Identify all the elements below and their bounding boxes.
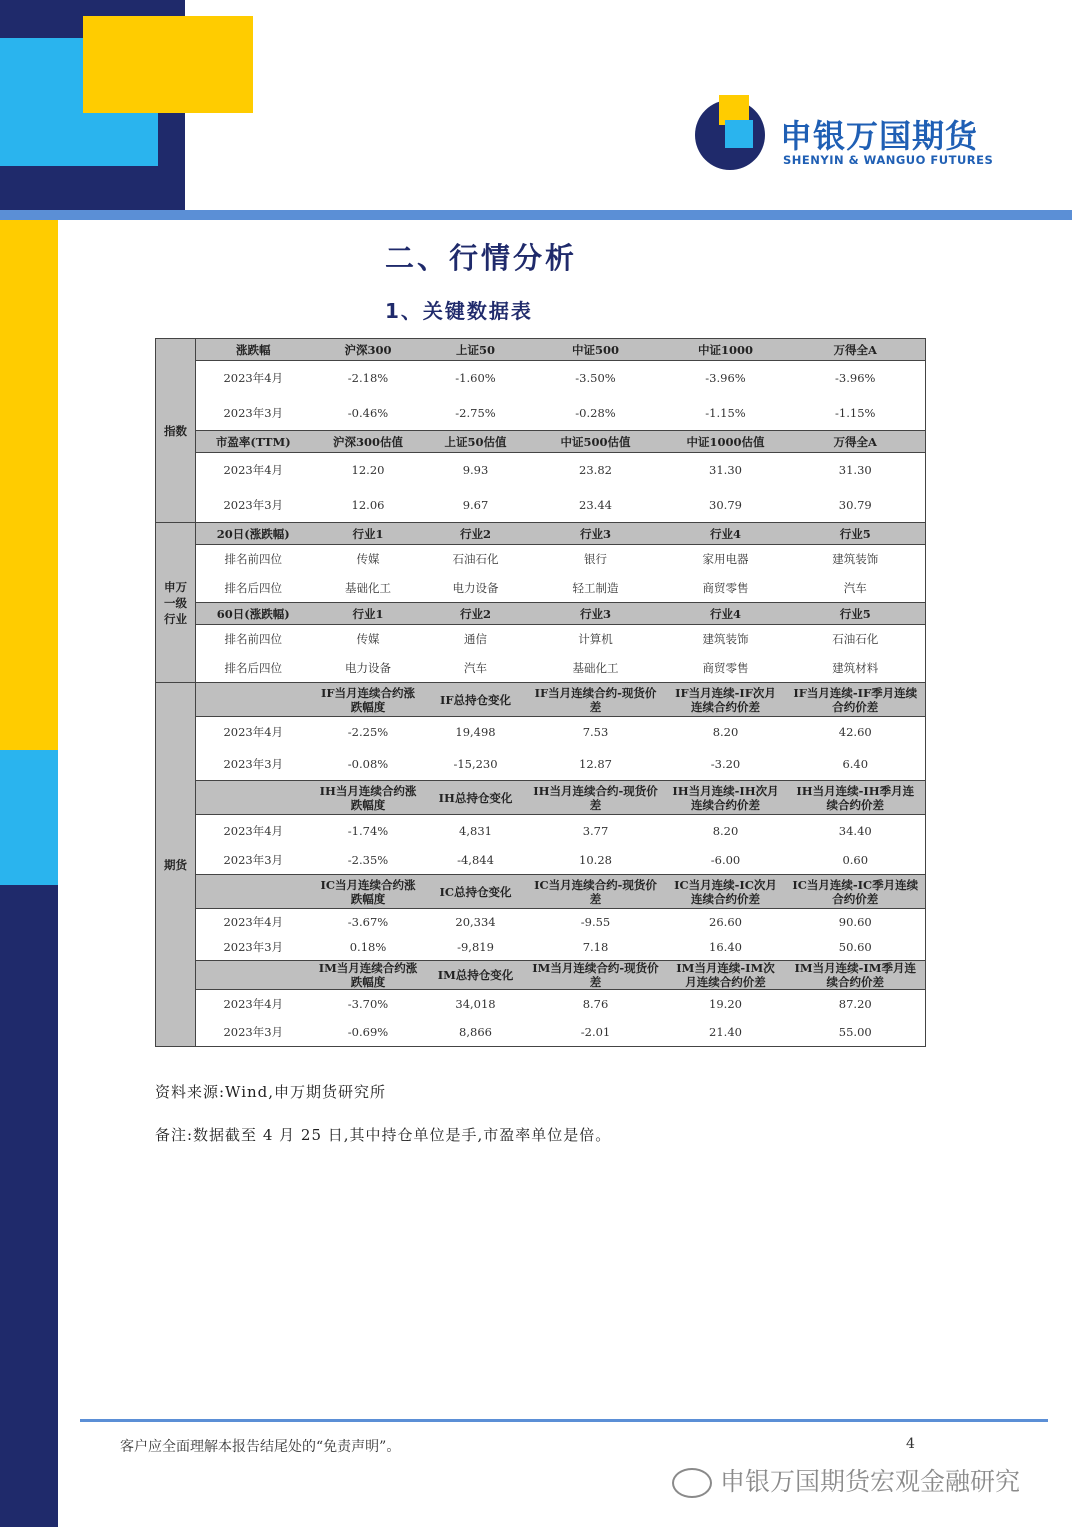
column-header: 20日(涨跌幅) (196, 523, 311, 545)
side-stripe-navy (0, 885, 58, 1527)
table-row (156, 654, 926, 683)
table-cell: 4,831 (426, 815, 526, 847)
table-cell: IM当月连续合约涨跌幅度 (311, 961, 426, 990)
table-row (156, 717, 926, 748)
column-header: 行业1 (311, 603, 426, 625)
table-cell: 50.60 (786, 935, 926, 961)
column-header: 行业4 (666, 603, 786, 625)
table-cell: 8.20 (666, 717, 786, 748)
table-cell: 26.60 (666, 909, 786, 935)
table-cell: -9.55 (526, 909, 666, 935)
table-row (156, 488, 926, 523)
table-cell: 2023年4月 (196, 990, 311, 1018)
column-header: 上证50估值 (426, 431, 526, 453)
table-cell: 34.40 (786, 815, 926, 847)
table-cell: IH当月连续合约涨跌幅度 (311, 781, 426, 815)
column-header: 60日(涨跌幅) (196, 603, 311, 625)
watermark (672, 1462, 1020, 1498)
table-cell: 55.00 (786, 1018, 926, 1047)
group-label: 指数 (156, 339, 196, 523)
logo-square-icon (725, 120, 753, 148)
table-cell: -2.35% (311, 847, 426, 875)
table-cell: 基础化工 (311, 574, 426, 603)
table-cell: 银行 (526, 545, 666, 574)
table-header-row (156, 523, 926, 545)
column-header: 行业5 (786, 523, 926, 545)
table-cell: 传媒 (311, 625, 426, 654)
column-header: 中证500 (526, 339, 666, 361)
logo-english-name: SHENYIN & WANGUO FUTURES (783, 153, 994, 167)
column-header: 行业2 (426, 523, 526, 545)
table-row (156, 545, 926, 574)
table-cell: 家用电器 (666, 545, 786, 574)
table-cell: 0.60 (786, 847, 926, 875)
table-cell: IM当月连续-IM季月连续合约价差 (786, 961, 926, 990)
column-header: 行业2 (426, 603, 526, 625)
table-cell: 19.20 (666, 990, 786, 1018)
table-cell: 20,334 (426, 909, 526, 935)
table-row (156, 574, 926, 603)
table-row (156, 1018, 926, 1047)
table-cell: 建筑材料 (786, 654, 926, 683)
table-cell: 6.40 (786, 748, 926, 781)
table-cell: 基础化工 (526, 654, 666, 683)
column-header: 上证50 (426, 339, 526, 361)
table-cell: -6.00 (666, 847, 786, 875)
table-cell: IF当月连续合约涨跌幅度 (311, 683, 426, 717)
table-row (156, 748, 926, 781)
table-cell: -3.96% (786, 361, 926, 396)
table-cell: 8.76 (526, 990, 666, 1018)
table-cell: 建筑装饰 (786, 545, 926, 574)
table-row (156, 909, 926, 935)
table-cell: 计算机 (526, 625, 666, 654)
table-cell: 汽车 (786, 574, 926, 603)
table-cell: -2.75% (426, 396, 526, 431)
table-cell: 2023年3月 (196, 748, 311, 781)
section-title: 二、行情分析 (385, 241, 578, 275)
table-cell: 2023年3月 (196, 935, 311, 961)
table-row (156, 847, 926, 875)
table-row (156, 361, 926, 396)
table-cell: -1.74% (311, 815, 426, 847)
table-cell: 石油石化 (786, 625, 926, 654)
column-header: 市盈率(TTM) (196, 431, 311, 453)
table-cell: -3.96% (666, 361, 786, 396)
company-logo (695, 95, 995, 175)
table-cell: 建筑装饰 (666, 625, 786, 654)
table-cell: -2.18% (311, 361, 426, 396)
table-cell: 9.67 (426, 488, 526, 523)
table-cell: -2.25% (311, 717, 426, 748)
table-cell: 商贸零售 (666, 574, 786, 603)
table-row (156, 961, 926, 990)
table-cell: IM当月连续-IM次月连续合约价差 (666, 961, 786, 990)
column-header: 行业1 (311, 523, 426, 545)
table-cell: 21.40 (666, 1018, 786, 1047)
table-cell: 31.30 (666, 453, 786, 488)
table-cell (196, 781, 311, 815)
table-cell: 排名前四位 (196, 625, 311, 654)
table-cell: 87.20 (786, 990, 926, 1018)
column-header: 行业3 (526, 603, 666, 625)
table-cell: 90.60 (786, 909, 926, 935)
wechat-icon (672, 1468, 712, 1498)
table-cell (196, 875, 311, 909)
table-cell: IC当月连续-IC次月连续合约价差 (666, 875, 786, 909)
table-cell: 2023年3月 (196, 396, 311, 431)
column-header: 行业4 (666, 523, 786, 545)
table-cell: IM当月连续合约-现货价差 (526, 961, 666, 990)
table-cell: 电力设备 (426, 574, 526, 603)
column-header: 沪深300 (311, 339, 426, 361)
table-cell: 31.30 (786, 453, 926, 488)
table-cell: 传媒 (311, 545, 426, 574)
column-header: 万得全A (786, 431, 926, 453)
table-cell: IF总持仓变化 (426, 683, 526, 717)
table-cell: IM总持仓变化 (426, 961, 526, 990)
table-cell: 30.79 (786, 488, 926, 523)
table-row (156, 453, 926, 488)
table-cell: -9,819 (426, 935, 526, 961)
table-cell: 42.60 (786, 717, 926, 748)
table-cell (196, 961, 311, 990)
column-header: 行业5 (786, 603, 926, 625)
table-cell (196, 683, 311, 717)
table-cell: 商贸零售 (666, 654, 786, 683)
table-cell: 石油石化 (426, 545, 526, 574)
table-row (156, 875, 926, 909)
table-cell: 23.82 (526, 453, 666, 488)
table-row (156, 396, 926, 431)
column-header: 中证1000估值 (666, 431, 786, 453)
table-cell: 2023年3月 (196, 1018, 311, 1047)
group-label: 期货 (156, 683, 196, 1047)
watermark-text: 申银万国期货宏观金融研究 (720, 1467, 1021, 1496)
header-decoration-cyan (0, 38, 30, 166)
table-cell: 12.06 (311, 488, 426, 523)
table-cell: 10.28 (526, 847, 666, 875)
table-cell: 2023年4月 (196, 815, 311, 847)
table-cell: IH当月连续-IH季月连续合约价差 (786, 781, 926, 815)
side-stripe-yellow (0, 220, 58, 750)
table-cell: 2023年4月 (196, 909, 311, 935)
table-cell: IC当月连续合约涨跌幅度 (311, 875, 426, 909)
table-cell: -0.28% (526, 396, 666, 431)
table-cell: IH当月连续-IH次月连续合约价差 (666, 781, 786, 815)
footer-disclaimer: 客户应全面理解本报告结尾处的“免责声明”。 (120, 1439, 401, 1455)
table-cell: -3.67% (311, 909, 426, 935)
table-cell: 7.53 (526, 717, 666, 748)
table-cell: 8,866 (426, 1018, 526, 1047)
table-cell: 7.18 (526, 935, 666, 961)
table-cell: 通信 (426, 625, 526, 654)
source-note: 资料来源:Wind,申万期货研究所 (155, 1083, 387, 1101)
table-cell: 2023年3月 (196, 488, 311, 523)
table-row (156, 935, 926, 961)
header-bar (0, 210, 1072, 220)
table-cell: -1.15% (786, 396, 926, 431)
table-cell: 2023年4月 (196, 717, 311, 748)
table-cell: -0.69% (311, 1018, 426, 1047)
table-cell: 2023年4月 (196, 453, 311, 488)
table-cell: 23.44 (526, 488, 666, 523)
table-row (156, 815, 926, 847)
table-cell: -15,230 (426, 748, 526, 781)
table-cell: 34,018 (426, 990, 526, 1018)
table-cell: 2023年3月 (196, 847, 311, 875)
table-cell: -4,844 (426, 847, 526, 875)
column-header: 沪深300估值 (311, 431, 426, 453)
remark-note: 备注:数据截至 4 月 25 日,其中持仓单位是手,市盈率单位是倍。 (155, 1126, 612, 1144)
column-header: 中证1000 (666, 339, 786, 361)
table-header-row (156, 603, 926, 625)
table-cell: -0.08% (311, 748, 426, 781)
table-cell: -3.50% (526, 361, 666, 396)
table-cell: 8.20 (666, 815, 786, 847)
table-cell: IF当月连续合约-现货价差 (526, 683, 666, 717)
table-cell: 12.20 (311, 453, 426, 488)
table-cell: 电力设备 (311, 654, 426, 683)
table-header-row (156, 431, 926, 453)
table-cell: -1.60% (426, 361, 526, 396)
table-row (156, 625, 926, 654)
table-cell: -3.20 (666, 748, 786, 781)
table-cell: IH当月连续合约-现货价差 (526, 781, 666, 815)
table-header-row (156, 339, 926, 361)
key-data-table (155, 338, 926, 1047)
table-cell: -2.01 (526, 1018, 666, 1047)
group-label: 申万 一级 行业 (156, 523, 196, 683)
footer-line (80, 1419, 1048, 1422)
table-cell: -1.15% (666, 396, 786, 431)
table-cell: IC当月连续合约-现货价差 (526, 875, 666, 909)
table-cell: 12.87 (526, 748, 666, 781)
table-cell: 2023年4月 (196, 361, 311, 396)
column-header: 行业3 (526, 523, 666, 545)
column-header: 中证500估值 (526, 431, 666, 453)
column-header: 涨跌幅 (196, 339, 311, 361)
table-cell: 排名前四位 (196, 545, 311, 574)
table-cell: 9.93 (426, 453, 526, 488)
table-cell: 0.18% (311, 935, 426, 961)
table-cell: 3.77 (526, 815, 666, 847)
table-row (156, 990, 926, 1018)
table-cell: -0.46% (311, 396, 426, 431)
table-cell: 30.79 (666, 488, 786, 523)
table-cell: IF当月连续-IF次月连续合约价差 (666, 683, 786, 717)
table-row (156, 781, 926, 815)
logo-chinese-name: 申银万国期货 (780, 117, 979, 155)
header-decoration-yellow (83, 16, 253, 113)
table-cell: -3.70% (311, 990, 426, 1018)
table-cell: IH总持仓变化 (426, 781, 526, 815)
side-stripe-lightblue (0, 750, 58, 885)
table-cell: 排名后四位 (196, 574, 311, 603)
table-cell: 汽车 (426, 654, 526, 683)
table-cell: IF当月连续-IF季月连续合约价差 (786, 683, 926, 717)
table-cell: 轻工制造 (526, 574, 666, 603)
sub-title: 1、关键数据表 (385, 299, 533, 323)
page-number: 4 (906, 1436, 915, 1452)
table-cell: IC当月连续-IC季月连续合约价差 (786, 875, 926, 909)
table-cell: IC总持仓变化 (426, 875, 526, 909)
table-row (156, 683, 926, 717)
table-cell: 16.40 (666, 935, 786, 961)
table-cell: 19,498 (426, 717, 526, 748)
column-header: 万得全A (786, 339, 926, 361)
table-cell: 排名后四位 (196, 654, 311, 683)
